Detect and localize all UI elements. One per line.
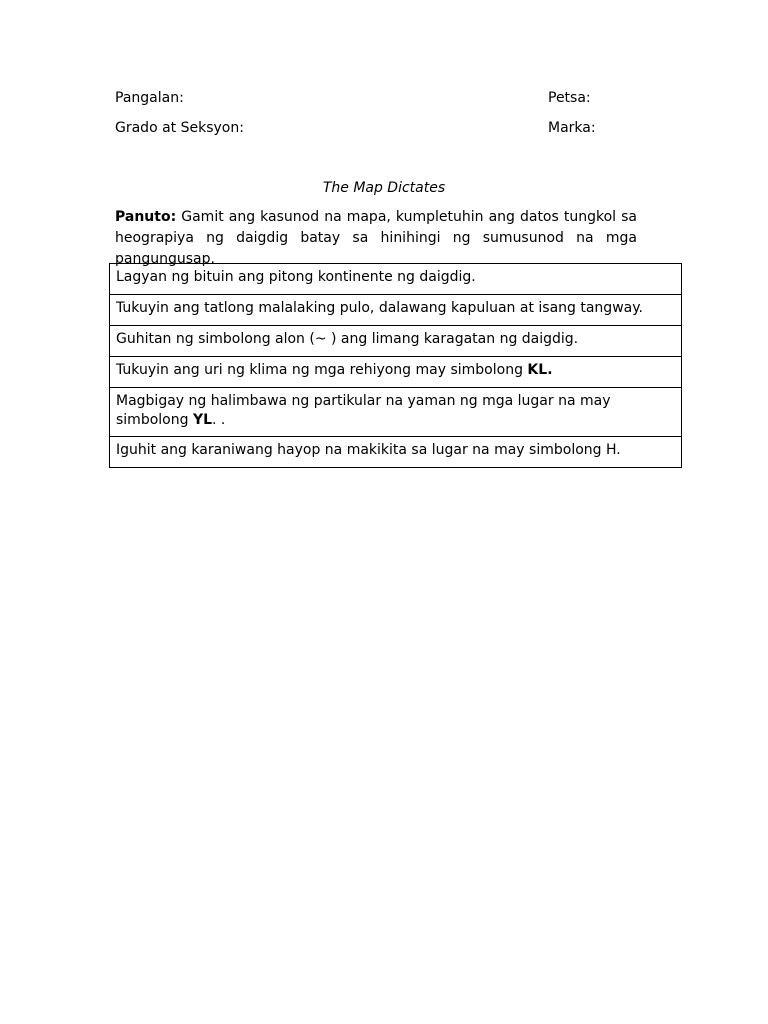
task-table (109, 263, 682, 468)
instructions (115, 207, 637, 270)
instructions-label: Panuto: (115, 209, 177, 225)
table-row (110, 295, 682, 326)
task-symbol: KL. (527, 362, 553, 378)
task-cell (110, 357, 682, 388)
date-label: Petsa: (548, 90, 591, 106)
task-cell (110, 326, 682, 357)
table-row (110, 326, 682, 357)
table-row (110, 357, 682, 388)
task-text-after: . . (212, 412, 226, 428)
task-cell (110, 264, 682, 295)
task-symbol: YL (192, 412, 213, 428)
instructions-text: Gamit ang kasunod na mapa, kumpletuhin ang datos tungkol sa heograpiya ng daigdig batay sa hinihingi ng sumusunod na mga pangungusap. (115, 209, 637, 267)
score-label: Marka: (548, 120, 596, 136)
task-text: Tukuyin ang uri ng klima ng mga rehiyong may simbolong (116, 362, 528, 378)
name-label: Pangalan: (115, 90, 184, 106)
table-row (110, 388, 682, 437)
worksheet-title: The Map Dictates (322, 180, 446, 196)
table-row (110, 437, 682, 468)
grade-section-label: Grado at Seksyon: (115, 120, 244, 136)
task-text: Guhitan ng simbolong alon (~ ) ang limang karagatan ng daigdig. (116, 331, 579, 347)
task-cell (110, 437, 682, 468)
task-text: Tukuyin ang tatlong malalaking pulo, dalawang kapuluan at isang tangway. (116, 300, 643, 316)
task-cell (110, 295, 682, 326)
task-text: Lagyan ng bituin ang pitong kontinente ng daigdig. (116, 269, 476, 285)
task-cell (110, 388, 682, 437)
table-row (110, 264, 682, 295)
task-text: Magbigay ng halimbawa ng partikular na yaman ng mga lugar na may simbolong (116, 393, 611, 428)
task-text: Iguhit ang karaniwang hayop na makikita sa lugar na may simbolong H. (116, 442, 621, 458)
